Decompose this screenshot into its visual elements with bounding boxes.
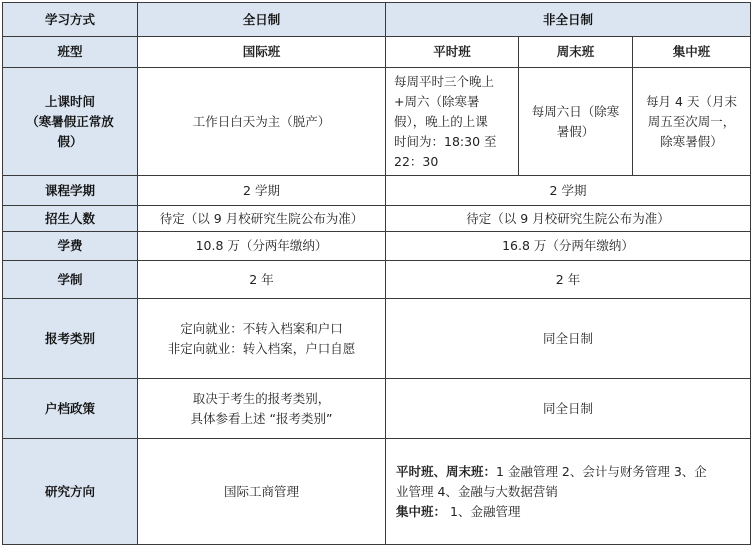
program-comparison-table [2,2,751,545]
schedule-weekday-line-4: 时间为：18:30 至 [394,133,497,149]
schedule-weekday-line-1: 每周平时三个晚上 [394,73,495,89]
duration-parttime: 2 年 [386,261,751,299]
schedule-weekend [519,68,633,176]
schedule-weekday [386,68,519,176]
archive-parttime: 同全日制 [386,379,751,439]
header-study-mode: 学习方式 [3,3,138,37]
schedule-intensive-line-3: 除寒暑假） [660,133,723,149]
schedule-fulltime: 工作日白天为主（脱产） [138,68,386,176]
fee-row [3,232,751,261]
schedule-weekday-line-2: +周六（除寒暑 [394,93,480,109]
research-intensive-label: 集中班： [396,503,447,519]
label-schedule-line-3: 假） [57,133,83,149]
term-row [3,176,751,206]
header-fulltime: 全日制 [138,3,386,37]
category-fulltime-line-2: 非定向就业：转入档案，户口自愿 [167,340,356,356]
class-type-row [3,37,751,68]
research-parttime-line-2: 业管理 4、金融与大数据营销 [396,483,558,499]
archive-fulltime-line-1: 取决于考生的报考类别， [192,390,331,406]
research-weekday-weekend-label: 平时班、周末班： [396,463,497,479]
label-enrollment: 招生人数 [3,206,138,232]
schedule-weekday-line-3: 假），晚上的上课 [394,113,488,129]
category-fulltime [138,299,386,379]
label-archive: 户档政策 [3,379,138,439]
schedule-row [3,68,751,176]
label-category: 报考类别 [3,299,138,379]
category-row [3,299,751,379]
label-class-type: 班型 [3,37,138,68]
research-weekday-weekend-list: 1 金融管理 2、会计与财务管理 3、企 [496,463,707,479]
label-schedule-line-1: 上课时间 [44,93,95,109]
label-schedule-line-2: （寒暑假正常放 [26,113,114,129]
fee-parttime: 16.8 万（分两年缴纳） [386,232,751,261]
label-duration: 学制 [3,261,138,299]
research-row [3,439,751,545]
label-research: 研究方向 [3,439,138,545]
duration-fulltime: 2 年 [138,261,386,299]
class-intensive: 集中班 [633,37,751,68]
archive-fulltime-line-2: 具体参看上述 “报考类别” [190,410,333,426]
schedule-intensive [633,68,751,176]
schedule-weekend-line-1: 每周六日（除寒 [531,103,620,119]
header-parttime: 非全日制 [386,3,751,37]
archive-row [3,379,751,439]
research-intensive-list: 1、金融管理 [446,503,521,519]
class-weekend: 周末班 [519,37,633,68]
class-weekday: 平时班 [386,37,519,68]
archive-fulltime [138,379,386,439]
research-parttime-line-3 [396,502,740,522]
label-fee: 学费 [3,232,138,261]
label-terms: 课程学期 [3,176,138,206]
research-parttime-line-1 [396,462,740,482]
schedule-weekend-line-2: 暑假） [556,123,595,139]
fee-fulltime: 10.8 万（分两年缴纳） [138,232,386,261]
research-parttime [386,439,751,545]
research-fulltime: 国际工商管理 [138,439,386,545]
enrollment-row [3,206,751,232]
header-row [3,3,751,37]
category-parttime: 同全日制 [386,299,751,379]
terms-fulltime: 2 学期 [138,176,386,206]
schedule-intensive-line-1: 每月 4 天（月末 [646,93,737,109]
label-schedule [3,68,138,176]
terms-parttime: 2 学期 [386,176,751,206]
enrollment-parttime: 待定（以 9 月校研究生院公布为准） [386,206,751,232]
schedule-intensive-line-2: 周五至次周一， [647,113,736,129]
category-fulltime-line-1: 定向就业：不转入档案和户口 [180,320,343,336]
schedule-weekday-line-5: 22：30 [394,153,439,169]
enrollment-fulltime: 待定（以 9 月校研究生院公布为准） [138,206,386,232]
class-international: 国际班 [138,37,386,68]
duration-row [3,261,751,299]
